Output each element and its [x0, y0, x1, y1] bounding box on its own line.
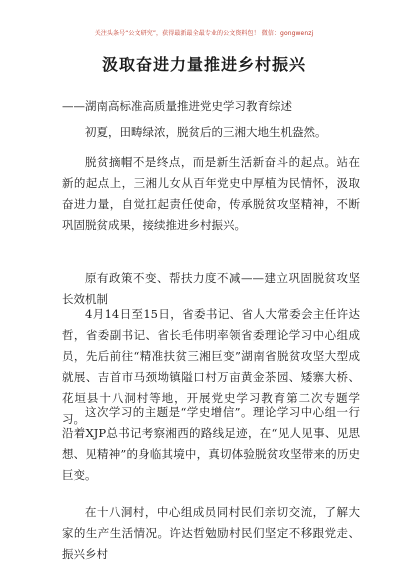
paragraph-starting-point — [62, 152, 360, 236]
paragraph-village-visit — [62, 502, 360, 565]
paragraph-study-theme — [62, 402, 360, 486]
article-subtitle: ——湖南高标准高质量推进党史学习教育综述 — [62, 99, 292, 113]
header-banner: 关注头条号“公文研究”，获得最新最全最专业的公文资料包！ 微信：gongwenzj — [94, 30, 314, 37]
paragraph-text: 4月14日至15日，省委书记、省人大常委会主任许达哲，省委副书记、省长毛伟明率领省委理论学习中心组成员，先后前往“精准扶贫三湘巨变”湖南省脱贫攻坚大型成就展、吉首市马颈坳镇隘口村万亩黄金茶园、矮寨大桥、花垣县十八洞村等地，开展党史学习教育第二次专题学习。 — [62, 307, 360, 426]
paragraph-text: 在十八洞村，中心组成员同村民们亲切交流，了解大家的生产生活情况。许达哲勉励村民们坚定不移跟党走、振兴乡村 — [62, 505, 360, 561]
paragraph-intro — [62, 122, 360, 143]
paragraph-text: 这次学习的主题是“学史增信”。理论学习中心组一行沿着XJP总书记考察湘西的路线足迹，在“见人见事、见思想、见精神”的身临其境中，真切体验脱贫攻坚带来的历史巨变。 — [62, 405, 360, 482]
section-heading-text: 原有政策不变、帮扶力度不减——建立巩固脱贫攻坚长效机制 — [62, 271, 360, 306]
article-title: 汲取奋进力量推进乡村振兴 — [101, 55, 306, 74]
paragraph-text: 脱贫摘帽不是终点，而是新生活新奋斗的起点。站在新的起点上，三湘儿女从百年党史中厚植为民情怀，汲取奋进力量，自觉扛起责任使命，传承脱贫攻坚精神，不断巩固脱贫成果，接续推进乡村振兴。 — [62, 155, 360, 232]
paragraph-text: 初夏，田畴绿浓，脱贫后的三湘大地生机盎然。 — [85, 125, 327, 139]
